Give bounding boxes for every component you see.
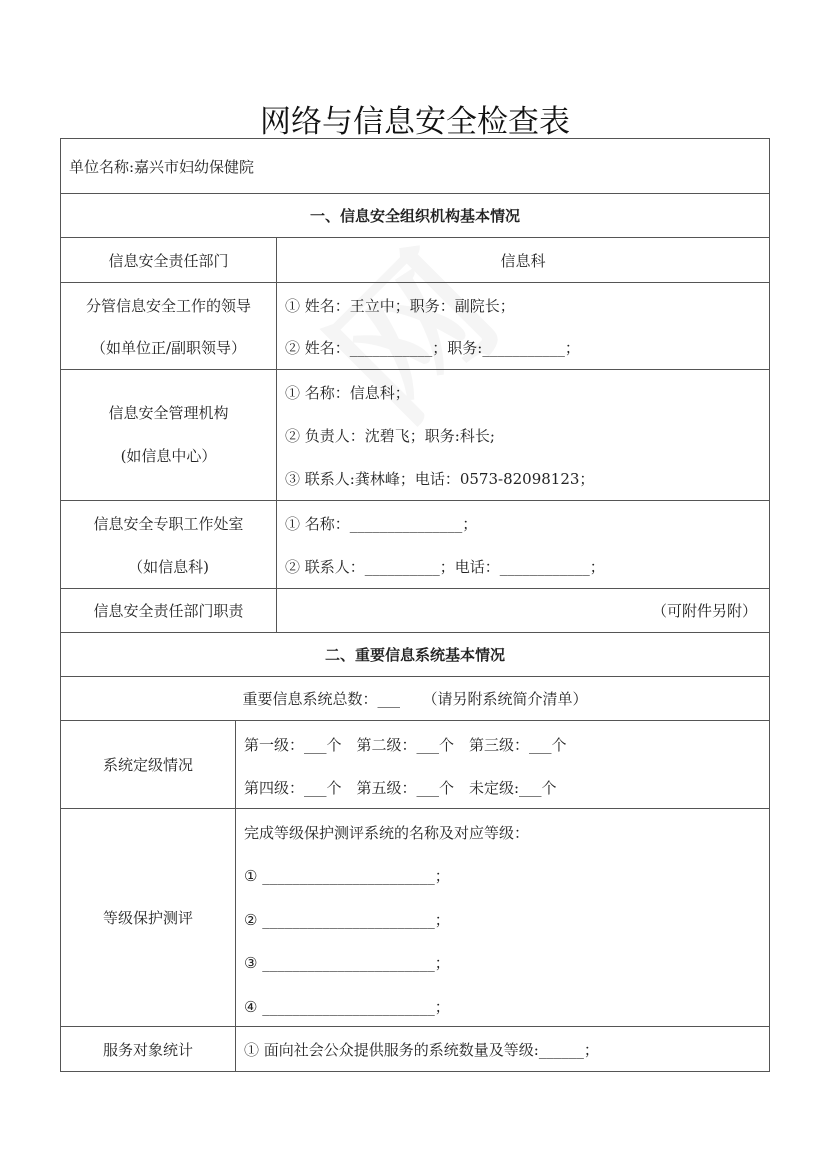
leader-label xyxy=(60,282,277,370)
grading-value xyxy=(235,720,770,809)
mgmt-line3: ③ 联系人:龚林峰；电话：0573-82098123； xyxy=(285,470,595,488)
dept-value: 信息科 xyxy=(276,237,770,283)
eval-item: ③ _______________________； xyxy=(244,954,450,972)
office-label-line2: （如信息科) xyxy=(128,558,209,576)
dept-label: 信息安全责任部门 xyxy=(60,237,277,283)
section2-heading: 二、重要信息系统基本情况 xyxy=(60,632,770,677)
leader-label-line1: 分管信息安全工作的领导 xyxy=(85,297,251,315)
leader-line1: ① 姓名：王立中；职务：副院长； xyxy=(285,297,515,315)
leader-line2: ② 姓名：___________；职务:___________； xyxy=(285,339,580,357)
service-value: ① 面向社会公众提供服务的系统数量及等级:______； xyxy=(235,1026,770,1072)
eval-intro: 完成等级保护测评系统的名称及对应等级： xyxy=(244,824,530,842)
grading-line1: 第一级：___个 第二级：___个 第三级：___个 xyxy=(244,736,567,754)
grading-line2: 第四级：___个 第五级：___个 未定级:___个 xyxy=(244,779,557,797)
eval-item: ④ _______________________； xyxy=(244,998,450,1016)
eval-value xyxy=(235,808,770,1027)
system-total: 重要信息系统总数：___ （请另附系统简介清单） xyxy=(60,676,770,721)
page-title: 网络与信息安全检查表 xyxy=(260,104,570,140)
eval-label: 等级保护测评 xyxy=(60,808,236,1027)
mgmt-value xyxy=(276,369,770,501)
service-label: 服务对象统计 xyxy=(60,1026,236,1072)
eval-item: ① _______________________； xyxy=(244,867,450,885)
eval-item: ② _______________________； xyxy=(244,911,450,929)
mgmt-line2: ② 负责人：沈碧飞；职务:科长; xyxy=(285,427,495,445)
mgmt-label-line2: (如信息中心） xyxy=(120,447,217,465)
grading-label: 系统定级情况 xyxy=(60,720,236,809)
unit-name: 单位名称:嘉兴市妇幼保健院 xyxy=(60,138,770,194)
duty-note: （可附件另附） xyxy=(276,588,770,633)
leader-value xyxy=(276,282,770,370)
office-line1: ① 名称：_______________； xyxy=(285,515,478,533)
leader-label-line2: （如单位正/副职领导） xyxy=(90,339,247,357)
mgmt-label xyxy=(60,369,277,501)
duty-label: 信息安全责任部门职责 xyxy=(60,588,277,633)
office-line2: ② 联系人：__________；电话：____________； xyxy=(285,558,605,576)
mgmt-line1: ① 名称：信息科； xyxy=(285,384,410,402)
section1-heading: 一、信息安全组织机构基本情况 xyxy=(60,193,770,238)
office-label xyxy=(60,500,277,589)
office-label-line1: 信息安全专职工作处室 xyxy=(93,515,244,533)
mgmt-label-line1: 信息安全管理机构 xyxy=(108,404,229,422)
office-value xyxy=(276,500,770,589)
